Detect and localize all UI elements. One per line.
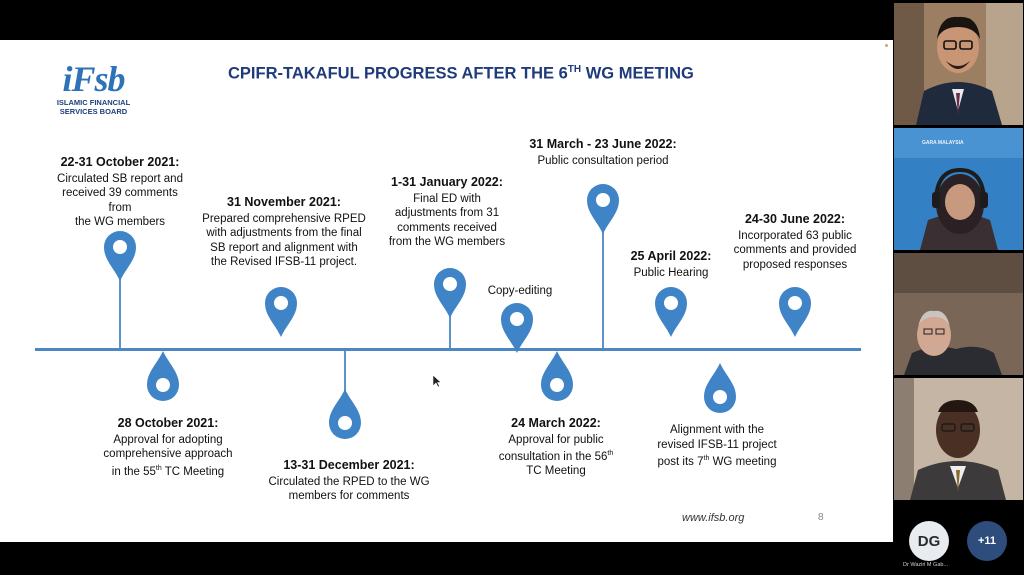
event-oct-22-31 <box>50 155 190 230</box>
event-date: 31 March - 23 June 2022: <box>529 137 677 151</box>
event-nov-31 <box>192 195 376 270</box>
event-mar-24 <box>484 416 628 479</box>
event-line: the WG members <box>74 216 166 228</box>
footer-url[interactable]: www.ifsb.org <box>682 512 745 524</box>
event-mar-jun-consultation <box>520 137 686 168</box>
ifsb-logo <box>46 60 141 116</box>
slide-marker-dot <box>885 44 888 47</box>
event-line <box>646 452 788 469</box>
title-end: WG MEETING <box>581 64 694 83</box>
event-line: members for comments <box>288 490 410 502</box>
event-line: Copy-editing <box>487 285 553 297</box>
event-line-part: consultation in the 56 <box>498 450 608 463</box>
participant-video-1 <box>894 3 1023 125</box>
event-line: Public consultation period <box>537 154 669 167</box>
event-line: proposed responses <box>742 258 848 271</box>
event-line: adjustments from 31 <box>394 207 500 219</box>
timeline-stem <box>602 218 604 348</box>
event-line: comments received <box>397 221 497 234</box>
timeline-pin-icon <box>103 230 137 282</box>
page-number: 8 <box>818 512 824 523</box>
participant-video-tile[interactable] <box>894 128 1023 250</box>
timeline-drop-icon <box>328 388 362 440</box>
participants-panel <box>893 0 1024 575</box>
event-line: Public Hearing <box>633 266 709 279</box>
event-line-part: TC Meeting <box>161 465 225 478</box>
event-line: Prepared comprehensive RPED <box>202 212 366 225</box>
event-date: 1-31 January 2022: <box>391 175 503 189</box>
event-date: 24 March 2022: <box>511 416 601 430</box>
event-date: 24-30 June 2022: <box>744 212 846 226</box>
event-oct-28 <box>92 416 244 479</box>
event-apr-25 <box>618 249 724 280</box>
event-line: Approval for adopting <box>113 433 223 446</box>
participant-video-2 <box>894 128 1023 250</box>
event-line: the Revised IFSB-11 project. <box>210 256 358 268</box>
logo-text-line1: ISLAMIC FINANCIAL <box>56 98 131 107</box>
timeline-pin-icon <box>654 286 688 338</box>
timeline-pin-icon <box>264 286 298 338</box>
event-line-part: WG meeting <box>709 455 777 468</box>
event-line: TC Meeting <box>526 465 586 478</box>
timeline-pin-icon <box>586 183 620 235</box>
participant-video-3 <box>894 253 1023 375</box>
event-line <box>484 447 628 464</box>
slide-title <box>228 64 694 84</box>
timeline-drop-icon <box>146 350 180 402</box>
event-line <box>92 462 244 479</box>
participant-video-tile[interactable] <box>894 253 1023 375</box>
timeline-drop-icon <box>703 362 737 414</box>
more-participants-button[interactable]: +11 <box>967 521 1007 561</box>
event-line: received 39 comments from <box>62 187 178 214</box>
event-line: revised IFSB-11 project <box>657 438 777 451</box>
event-line: Incorporated 63 public <box>738 229 852 242</box>
timeline-drop-icon <box>540 350 574 402</box>
participants-bottom-bar <box>893 515 1024 575</box>
presentation-slide <box>0 40 893 542</box>
event-date: 31 November 2021: <box>227 195 341 209</box>
event-line: SB report and alignment with <box>210 241 358 254</box>
event-line: Circulated SB report and <box>57 172 183 185</box>
event-line-part: in the 55 <box>111 465 156 478</box>
event-line-sup: th <box>155 464 162 472</box>
participant-video-tile[interactable] <box>894 378 1023 500</box>
logo-mark: iFsb <box>62 59 125 99</box>
event-date: 28 October 2021: <box>117 416 219 430</box>
event-alignment-ifsb11 <box>646 423 788 469</box>
event-jan-1-31 <box>380 175 514 250</box>
event-line: with adjustments from the final <box>206 227 362 239</box>
timeline-pin-icon <box>433 267 467 319</box>
event-line: from the WG members <box>388 236 506 248</box>
title-sup: TH <box>567 64 582 75</box>
event-date: 22-31 October 2021: <box>60 155 180 169</box>
timeline-pin-icon <box>500 302 534 354</box>
mouse-cursor-icon <box>432 374 442 388</box>
event-line: comments and provided <box>733 244 857 256</box>
event-line-sup: th <box>607 450 614 457</box>
event-line: Approval for public <box>508 433 604 446</box>
event-line: Circulated the RPED to the WG <box>268 475 430 488</box>
title-main: CPIFR-TAKAFUL PROGRESS AFTER THE 6 <box>228 64 568 83</box>
participant-video-4 <box>894 378 1023 500</box>
event-copy-editing <box>470 284 570 299</box>
event-date: 25 April 2022: <box>630 249 712 263</box>
logo-text-line2: SERVICES BOARD <box>59 107 128 116</box>
event-dec-13-31 <box>262 458 436 504</box>
event-line: Alignment with the <box>670 424 764 436</box>
virtual-background-banner: GARA MALAYSIA <box>922 140 964 146</box>
event-date: 13-31 December 2021: <box>283 458 415 472</box>
participant-name-label: Dr Waziri M Gab... <box>903 562 949 568</box>
event-jun-24-30 <box>730 212 860 272</box>
event-line: comprehensive approach <box>103 448 233 460</box>
timeline-pin-icon <box>778 286 812 338</box>
event-line-sup: th <box>703 455 710 462</box>
event-line: Final ED with <box>413 192 481 205</box>
participant-avatar[interactable]: DG <box>909 521 949 561</box>
participant-video-tile[interactable] <box>894 3 1023 125</box>
event-line-part: post its 7 <box>657 455 704 468</box>
